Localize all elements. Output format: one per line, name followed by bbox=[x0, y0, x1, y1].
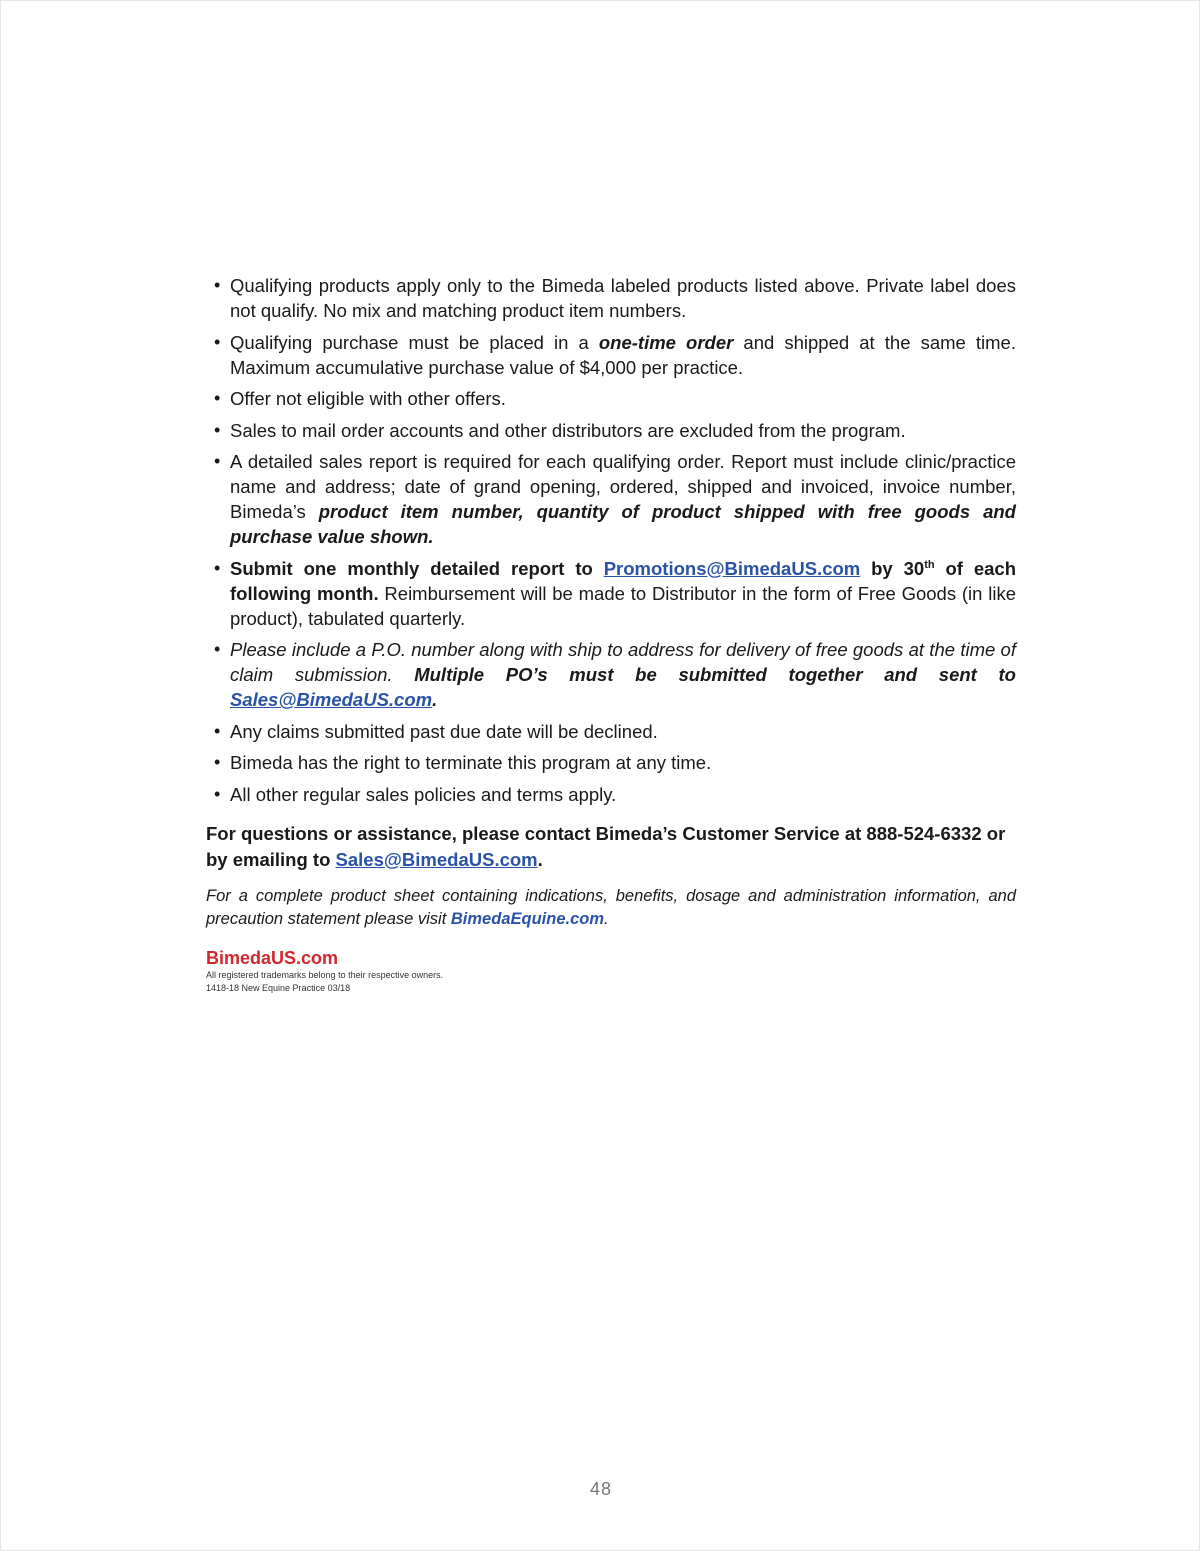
term-lead: by 30 bbox=[860, 557, 925, 579]
product-sheet-note bbox=[206, 885, 1016, 931]
page-number: 48 bbox=[589, 1479, 613, 1499]
list-item bbox=[206, 449, 1016, 549]
note-text: . bbox=[604, 909, 609, 928]
list-item bbox=[206, 719, 1016, 744]
term-text: Qualifying purchase must be placed in a bbox=[230, 331, 599, 353]
term-lead: of each following month. bbox=[230, 557, 1016, 604]
list-item bbox=[206, 637, 1016, 712]
term-emphasis: Multiple PO’s must be submitted together and sent to bbox=[414, 664, 1016, 685]
note-text: For a complete product sheet containing indications, benefits, dosage and administration information, and precaution statement please visit bbox=[206, 886, 1016, 928]
list-item bbox=[206, 418, 1016, 443]
term-text: Sales to mail order accounts and other distributors are excluded from the program. bbox=[230, 419, 906, 441]
ordinal-suffix: th bbox=[924, 558, 935, 571]
contact-text: . bbox=[537, 848, 543, 870]
bullet-icon: • bbox=[214, 783, 221, 804]
list-item bbox=[206, 556, 1016, 631]
term-text: Reimbursement will be made to Distributor in the form of Free Goods (in like product), tabulated quarterly. bbox=[230, 582, 1016, 629]
bullet-icon: • bbox=[214, 752, 221, 772]
contact-paragraph bbox=[206, 821, 1016, 873]
bullet-icon: • bbox=[214, 639, 221, 659]
term-text: All other regular sales policies and terms apply. bbox=[230, 783, 617, 805]
list-item bbox=[206, 330, 1016, 380]
term-text: and shipped at the same time. Maximum accumulative purchase value of $4,000 per practice. bbox=[230, 331, 1016, 378]
bullet-icon: • bbox=[214, 451, 221, 471]
term-text: Bimeda has the right to terminate this program at any time. bbox=[230, 752, 712, 773]
term-text: Any claims submitted past due date will be declined. bbox=[230, 720, 658, 742]
list-item bbox=[206, 386, 1016, 411]
list-item bbox=[206, 782, 1016, 807]
term-emphasis: one-time order bbox=[598, 331, 734, 353]
bullet-icon: • bbox=[214, 275, 221, 295]
term-text: Qualifying products apply only to the Bimeda labeled products listed above. Private label does not qualify. No mix and matching product item numbers. bbox=[230, 275, 1016, 321]
term-text: Offer not eligible with other offers. bbox=[230, 388, 506, 409]
equine-site-link[interactable]: BimedaEquine.com bbox=[450, 909, 605, 928]
term-text: Please include a P.O. number along with ship to address for delivery of free goods at the time of claim submission. bbox=[230, 639, 1016, 685]
bullet-icon: • bbox=[214, 557, 221, 578]
bullet-icon: • bbox=[214, 331, 221, 352]
brand-url: BimedaUS.com bbox=[206, 947, 339, 968]
term-lead: Submit one monthly detailed report to bbox=[230, 557, 604, 579]
term-emphasis: product item number, quantity of product shipped with free goods and purchase value shown. bbox=[230, 501, 1016, 547]
sales-email-link[interactable]: Sales@BimedaUS.com bbox=[230, 689, 433, 710]
contact-text: For questions or assistance, please contact Bimeda’s Customer Service at 888-524-6332 or by emailing to bbox=[206, 822, 1006, 870]
list-item bbox=[206, 750, 1016, 775]
bullet-icon: • bbox=[214, 419, 221, 440]
document-body bbox=[206, 273, 1016, 995]
document-code: 1418-18 New Equine Practice 03/18 bbox=[206, 982, 351, 993]
term-emphasis: . bbox=[432, 689, 438, 710]
list-item bbox=[206, 273, 1016, 323]
bullet-icon: • bbox=[214, 720, 221, 741]
terms-list bbox=[206, 273, 1016, 807]
contact-email-link[interactable]: Sales@BimedaUS.com bbox=[335, 848, 538, 870]
bullet-icon: • bbox=[214, 388, 221, 408]
trademark-notice: All registered trademarks belong to their respective owners. bbox=[206, 969, 444, 980]
term-text: A detailed sales report is required for each qualifying order. Report must include clinic/practice name and address; date of grand opening, ordered, shipped and invoiced, invoice number, Bimeda’s bbox=[230, 451, 1016, 522]
promotions-email-link[interactable]: Promotions@BimedaUS.com bbox=[603, 557, 861, 579]
